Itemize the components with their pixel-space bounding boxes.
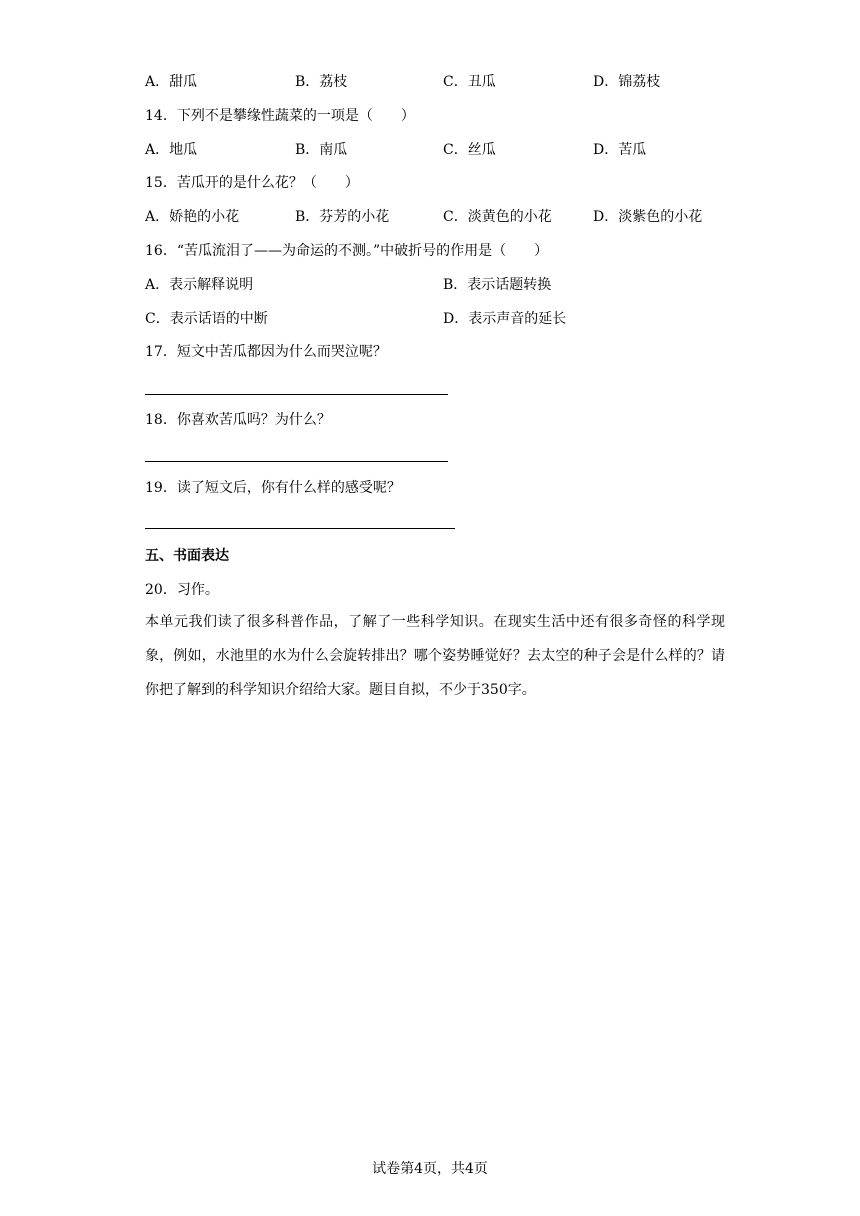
q14-option-b: B．南瓜	[295, 142, 348, 158]
q16-option-c: C．表示话语的中断	[145, 311, 268, 327]
q13-option-d: D．锦荔枝	[593, 74, 661, 90]
q15-option-b: B．芬芳的小花	[295, 209, 390, 225]
q18-answer-line[interactable]	[145, 461, 448, 462]
q14-option-d: D．苦瓜	[593, 142, 647, 158]
q20-stem: 20．习作。	[145, 582, 219, 598]
q15-option-c: C．淡黄色的小花	[443, 209, 552, 225]
page-footer: 试卷第4页，共4页	[372, 1161, 488, 1177]
q13-option-b: B．荔枝	[295, 74, 348, 90]
q15-option-d: D．淡紫色的小花	[593, 209, 703, 225]
q16-option-d: D．表示声音的延长	[443, 311, 567, 327]
q17-stem: 17．短文中苦瓜都因为什么而哭泣呢？	[145, 344, 387, 360]
q20-prompt-text: 本单元我们读了很多科普作品，了解了一些科学知识。在现实生活中还有很多奇怪的科学现象，例如，水池里的水为什么会旋转排出？哪个姿势睡觉好？去太空的种子会是什么样的？请你把了解到的科学知识介绍给大家。题目自拟，不少于350字。	[145, 614, 725, 698]
q16-option-b: B．表示话题转换	[443, 277, 552, 293]
q17-answer-line[interactable]	[145, 394, 448, 395]
q16-stem: 16．“苦瓜流泪了——为命运的不测。”中破折号的作用是（ ）	[145, 243, 549, 259]
q13-option-c: C．丑瓜	[443, 74, 496, 90]
q19-stem: 19．读了短文后，你有什么样的感受呢？	[145, 480, 401, 496]
q18-stem: 18．你喜欢苦瓜吗？为什么？	[145, 412, 331, 428]
q13-option-a: A．甜瓜	[145, 74, 198, 90]
q14-option-a: A．地瓜	[145, 142, 198, 158]
q19-answer-line[interactable]	[145, 528, 455, 529]
q15-option-a: A．娇艳的小花	[145, 209, 240, 225]
q16-option-a: A．表示解释说明	[145, 277, 254, 293]
q14-stem: 14．下列不是攀缘性蔬菜的一项是（ ）	[145, 108, 415, 124]
q14-option-c: C．丝瓜	[443, 142, 496, 158]
section-title: 五、书面表达	[145, 548, 229, 564]
q15-stem: 15．苦瓜开的是什么花？（ ）	[145, 175, 359, 191]
